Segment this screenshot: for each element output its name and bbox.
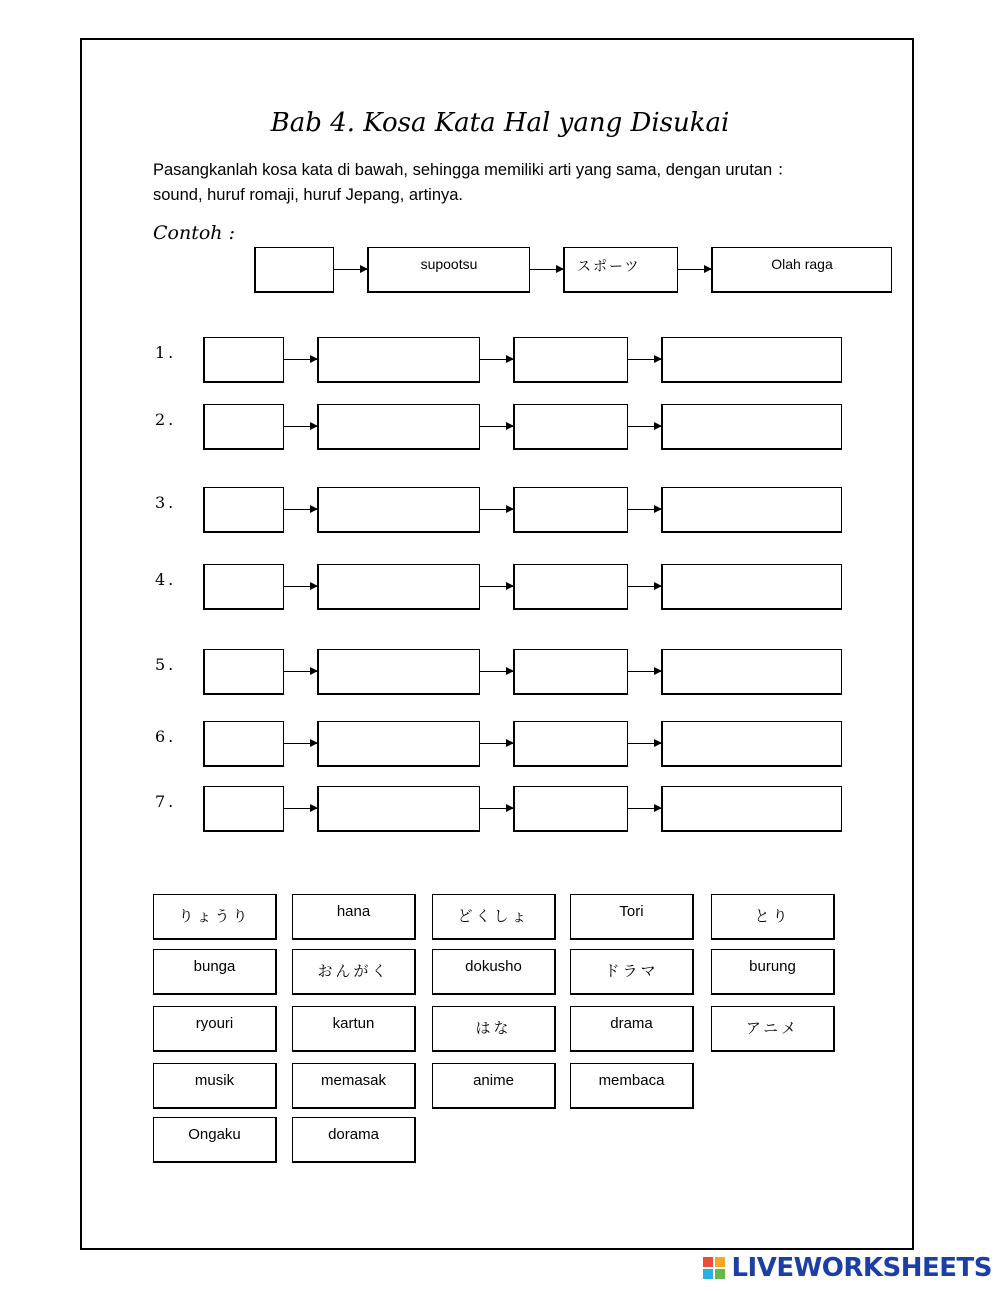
arrow-icon	[480, 426, 513, 427]
word-card[interactable]: musik	[153, 1063, 277, 1109]
arrow-icon	[284, 359, 317, 360]
word-card[interactable]: dorama	[292, 1117, 416, 1163]
example-label: Contoh :	[153, 222, 235, 244]
example-japanese-box	[563, 247, 678, 293]
word-card[interactable]: Tori	[570, 894, 694, 940]
logo-square	[703, 1269, 713, 1279]
example-sound-box	[254, 247, 334, 293]
arrow-icon	[284, 426, 317, 427]
arrow-icon	[628, 586, 661, 587]
logo-square	[715, 1269, 725, 1279]
word-card[interactable]: dokusho	[432, 949, 556, 995]
example-meaning-box	[711, 247, 892, 293]
word-card[interactable]: Ongaku	[153, 1117, 277, 1163]
arrow-icon	[480, 808, 513, 809]
arrow-icon	[628, 671, 661, 672]
instruction-text: Pasangkanlah kosa kata di bawah, sehingga memiliki arti yang sama, dengan urutan ：sound, huruf romaji, huruf Jepang, artinya.	[153, 161, 794, 204]
answer-romaji-box[interactable]	[317, 649, 480, 695]
arrow-icon	[628, 359, 661, 360]
arrow-icon	[678, 269, 711, 270]
row-number: 2.	[155, 410, 177, 429]
word-card[interactable]: bunga	[153, 949, 277, 995]
row-number: 1.	[155, 343, 177, 362]
row-number: 6.	[155, 727, 177, 746]
arrow-icon	[480, 743, 513, 744]
answer-meaning-box[interactable]	[661, 649, 842, 695]
answer-romaji-box[interactable]	[317, 487, 480, 533]
word-card[interactable]: drama	[570, 1006, 694, 1052]
arrow-icon	[284, 586, 317, 587]
page-title: Bab 4. Kosa Kata Hal yang Disukai	[270, 108, 730, 138]
answer-sound-box[interactable]	[203, 487, 284, 533]
answer-romaji-box[interactable]	[317, 404, 480, 450]
answer-japanese-box[interactable]	[513, 404, 628, 450]
word-card[interactable]: おんがく	[292, 949, 416, 995]
example-meaning-text: Olah raga	[771, 256, 833, 272]
row-number: 3.	[155, 493, 177, 512]
arrow-icon	[480, 359, 513, 360]
answer-meaning-box[interactable]	[661, 337, 842, 383]
arrow-icon	[530, 269, 563, 270]
answer-japanese-box[interactable]	[513, 487, 628, 533]
row-number: 7.	[155, 792, 177, 811]
arrow-icon	[284, 743, 317, 744]
logo-square	[715, 1257, 725, 1267]
answer-sound-box[interactable]	[203, 649, 284, 695]
answer-sound-box[interactable]	[203, 337, 284, 383]
answer-japanese-box[interactable]	[513, 721, 628, 767]
liveworksheets-logo-icon	[703, 1257, 725, 1279]
answer-romaji-box[interactable]	[317, 786, 480, 832]
answer-sound-box[interactable]	[203, 404, 284, 450]
word-card[interactable]: membaca	[570, 1063, 694, 1109]
answer-meaning-box[interactable]	[661, 404, 842, 450]
word-card[interactable]: anime	[432, 1063, 556, 1109]
example-romaji-text: supootsu	[420, 256, 478, 272]
word-card[interactable]: りょうり	[153, 894, 277, 940]
word-card[interactable]: ryouri	[153, 1006, 277, 1052]
arrow-icon	[480, 671, 513, 672]
word-card[interactable]: とり	[711, 894, 835, 940]
answer-sound-box[interactable]	[203, 786, 284, 832]
arrow-icon	[334, 269, 367, 270]
answer-japanese-box[interactable]	[513, 649, 628, 695]
word-card[interactable]: ドラマ	[570, 949, 694, 995]
arrow-icon	[628, 808, 661, 809]
answer-meaning-box[interactable]	[661, 564, 842, 610]
word-card[interactable]: どくしょ	[432, 894, 556, 940]
example-romaji-box	[367, 247, 530, 293]
answer-japanese-box[interactable]	[513, 337, 628, 383]
row-number: 4.	[155, 570, 177, 589]
answer-japanese-box[interactable]	[513, 786, 628, 832]
answer-romaji-box[interactable]	[317, 564, 480, 610]
arrow-icon	[628, 743, 661, 744]
answer-romaji-box[interactable]	[317, 721, 480, 767]
word-card[interactable]: memasak	[292, 1063, 416, 1109]
arrow-icon	[284, 808, 317, 809]
arrow-icon	[628, 426, 661, 427]
logo-square	[703, 1257, 713, 1267]
word-card[interactable]: burung	[711, 949, 835, 995]
answer-romaji-box[interactable]	[317, 337, 480, 383]
answer-japanese-box[interactable]	[513, 564, 628, 610]
answer-sound-box[interactable]	[203, 721, 284, 767]
arrow-icon	[284, 671, 317, 672]
word-card[interactable]: kartun	[292, 1006, 416, 1052]
arrow-icon	[480, 586, 513, 587]
arrow-icon	[480, 509, 513, 510]
answer-sound-box[interactable]	[203, 564, 284, 610]
answer-meaning-box[interactable]	[661, 721, 842, 767]
row-number: 5.	[155, 655, 177, 674]
brand-name: LIVEWORKSHEETS	[731, 1253, 992, 1283]
answer-meaning-box[interactable]	[661, 487, 842, 533]
word-card[interactable]: アニメ	[711, 1006, 835, 1052]
word-card[interactable]: hana	[292, 894, 416, 940]
arrow-icon	[284, 509, 317, 510]
word-card[interactable]: はな	[432, 1006, 556, 1052]
answer-meaning-box[interactable]	[661, 786, 842, 832]
footer-brand	[703, 1253, 992, 1283]
arrow-icon	[628, 509, 661, 510]
example-japanese-text: スポーツ	[577, 258, 641, 274]
